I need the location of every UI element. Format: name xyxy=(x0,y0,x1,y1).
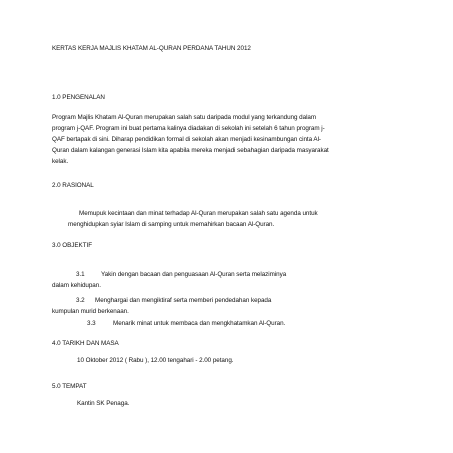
pengenalan-line-4: Quran dalam kalangan generasi Islam kita apabila mereka menjadi sebahagian daripada masyarakat xyxy=(52,147,329,154)
section-heading-rasional: 2.0 RASIONAL xyxy=(52,182,94,189)
objektif-item-text: Menarik minat untuk membaca dan mengkhatamkan Al-Quran. xyxy=(113,320,286,327)
section-heading-tempat: 5.0 TEMPAT xyxy=(52,383,87,390)
objektif-item-continuation: kumpulan murid berkenaan. xyxy=(52,308,129,315)
section-heading-objektif: 3.0 OBJEKTIF xyxy=(52,242,92,249)
rasional-line-2: menghidupkan syiar Islam di samping untuk memahirkan bacaan Al-Quran. xyxy=(68,221,275,228)
pengenalan-line-2: program j-QAF. Program ini buat pertama kalinya diadakan di sekolah ini setelah 6 tahun program j- xyxy=(52,125,325,132)
objektif-item-number: 3.1 xyxy=(76,271,85,278)
document-title: KERTAS KERJA MAJLIS KHATAM AL-QURAN PERDANA TAHUN 2012 xyxy=(52,45,251,52)
rasional-line-1: Memupuk kecintaan dan minat terhadap Al-Quran merupakan salah satu agenda untuk xyxy=(79,210,318,217)
objektif-item-continuation: dalam kehidupan. xyxy=(52,282,101,289)
pengenalan-line-3: QAF bertapak di sini. Diharap pendidikan formal di sekolah akan menjadi kesinambungan cinta Al- xyxy=(52,136,321,143)
pengenalan-line-5: kelak. xyxy=(52,158,69,165)
objektif-item-number: 3.3 xyxy=(87,320,96,327)
pengenalan-line-1: Program Majlis Khatam Al-Quran merupakan salah satu daripada modul yang terkandung dalam xyxy=(52,114,317,121)
section-heading-tarikh: 4.0 TARIKH DAN MASA xyxy=(52,340,119,347)
tarikh-line: 10 Oktober 2012 ( Rabu ), 12.00 tengahari - 2.00 petang. xyxy=(77,357,234,364)
objektif-item-text: Yakin dengan bacaan dan penguasaan Al-Quran serta melaziminya xyxy=(101,271,287,278)
objektif-item-number: 3.2 xyxy=(76,297,85,304)
tempat-line: Kantin SK Penaga. xyxy=(77,400,130,407)
objektif-item-text: Menghargai dan mengiktiraf serta memberi pendedahan kepada xyxy=(95,297,272,304)
section-heading-pengenalan: 1.0 PENGENALAN xyxy=(52,94,105,101)
